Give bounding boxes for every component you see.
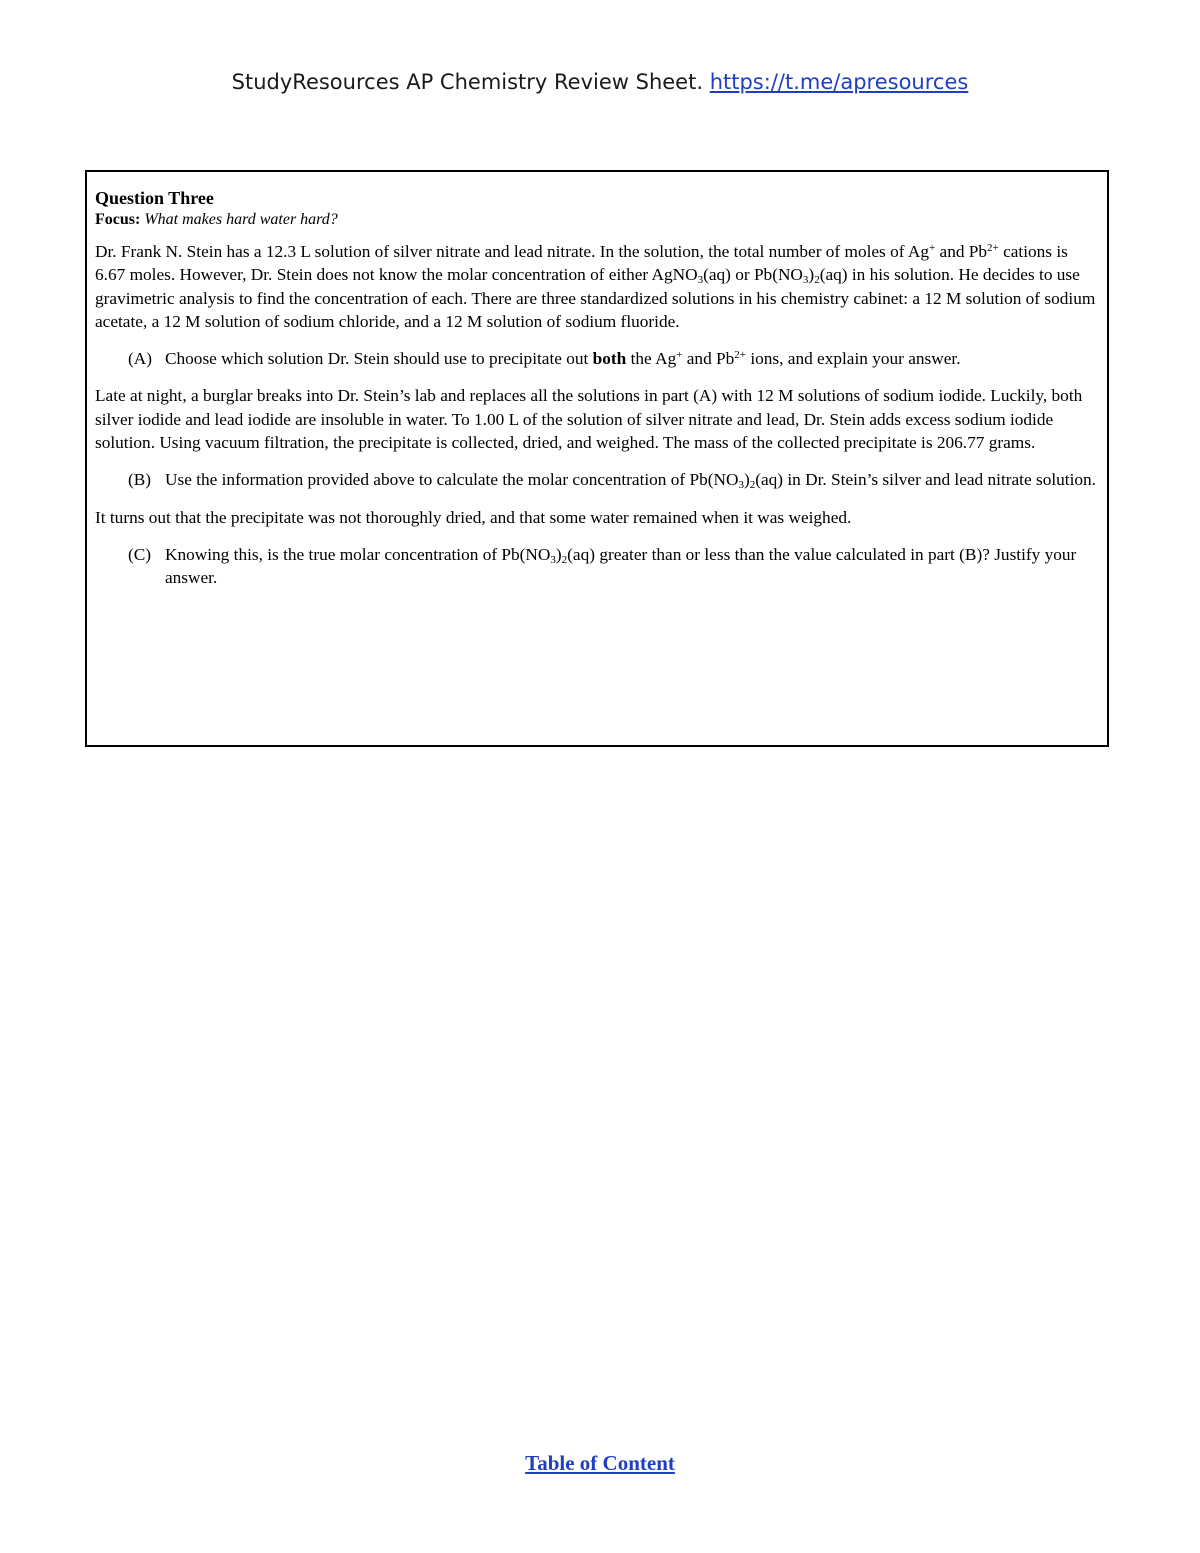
intro-paragraph xyxy=(95,240,1097,333)
part-c-text: ) xyxy=(555,544,562,564)
focus-text: What makes hard water hard? xyxy=(144,211,338,228)
focus-label: Focus: xyxy=(95,211,141,228)
page-header xyxy=(0,70,1200,94)
part-a-text: ions, and explain your answer. xyxy=(746,349,961,369)
part-a-label: (A) xyxy=(128,349,152,369)
part-c-sub: 2 xyxy=(561,553,568,566)
intro-sub: 3 xyxy=(697,274,704,287)
question-box xyxy=(85,170,1109,747)
part-b-sub: 2 xyxy=(749,479,756,492)
intro-sub: 3 xyxy=(802,274,809,287)
intro-sub: 2 xyxy=(814,274,820,287)
part-a-bold: both xyxy=(592,349,627,369)
part-c-text: (aq) greater than or less than the value calculated in part (B)? Justify your answer. xyxy=(165,544,1077,588)
part-a-text: and Pb xyxy=(682,349,735,369)
intro-text: ) xyxy=(808,265,815,285)
table-of-content-link[interactable]: Table of Content xyxy=(525,1451,675,1475)
question-title: Question Three xyxy=(95,188,214,208)
intro-text: and Pb xyxy=(935,242,988,261)
part-a-sup: 2+ xyxy=(734,349,746,362)
part-b-text: (aq) in Dr. Stein’s silver and lead nitrate solution. xyxy=(755,470,1096,490)
part-c-text: Knowing this, is the true molar concentration of Pb(NO xyxy=(165,544,551,564)
part-b-text: ) xyxy=(743,470,750,490)
intro-text: (aq) in his solution. He decides to use gravimetric analysis to find the concentration of each. There are three standardized solutions in his chemistry cabinet: a 12 M solution of sodium acetate, a 12 M solution of sodium chloride, and a 12 M solution of sodium fluoride. xyxy=(95,265,1096,331)
question-focus xyxy=(95,210,1097,230)
burglar-paragraph: Late at night, a burglar breaks into Dr. Stein’s lab and replaces all the solutions in part (A) with 12 M solutions of sodium iodide. Luckily, both silver iodide and lead iodide are insoluble in water. To 1.00 L of the solution of silver nitrate and lead, Dr. Stein adds excess sodium iodide solution. Using vacuum filtration, the precipitate is collected, dried, and weighed. The mass of the collected precipitate is 206.77 grams. xyxy=(95,386,1083,453)
footer xyxy=(0,1451,1200,1476)
intro-text: cations is 6.67 moles. However, Dr. Stein does not know the molar concentration of either AgNO xyxy=(95,242,1068,285)
intro-text: (aq) or Pb(NO xyxy=(703,265,803,285)
part-c xyxy=(95,543,1097,590)
drying-paragraph: It turns out that the precipitate was not thoroughly dried, and that some water remained when it was weighed. xyxy=(95,507,852,527)
part-b-label: (B) xyxy=(128,470,152,490)
header-title: StudyResources AP Chemistry Review Sheet. xyxy=(231,70,704,94)
part-a-text: the Ag xyxy=(626,349,677,369)
part-a-text: Choose which solution Dr. Stein should use to precipitate out xyxy=(165,349,593,369)
part-b-sub: 3 xyxy=(738,479,744,492)
part-c-label: (C) xyxy=(128,544,152,564)
header-link[interactable]: https://t.me/apresources xyxy=(709,70,969,94)
part-a xyxy=(95,347,1097,370)
intro-sup: 2+ xyxy=(987,242,999,254)
part-a-sup: + xyxy=(676,349,683,362)
part-c-sub: 3 xyxy=(550,553,556,566)
part-b xyxy=(95,468,1097,491)
part-b-text: Use the information provided above to calculate the molar concentration of Pb(NO xyxy=(165,470,739,490)
intro-sup: + xyxy=(928,242,936,254)
intro-text: Dr. Frank N. Stein has a 12.3 L solution of silver nitrate and lead nitrate. In the solution, the total number of moles of Ag xyxy=(95,242,929,261)
